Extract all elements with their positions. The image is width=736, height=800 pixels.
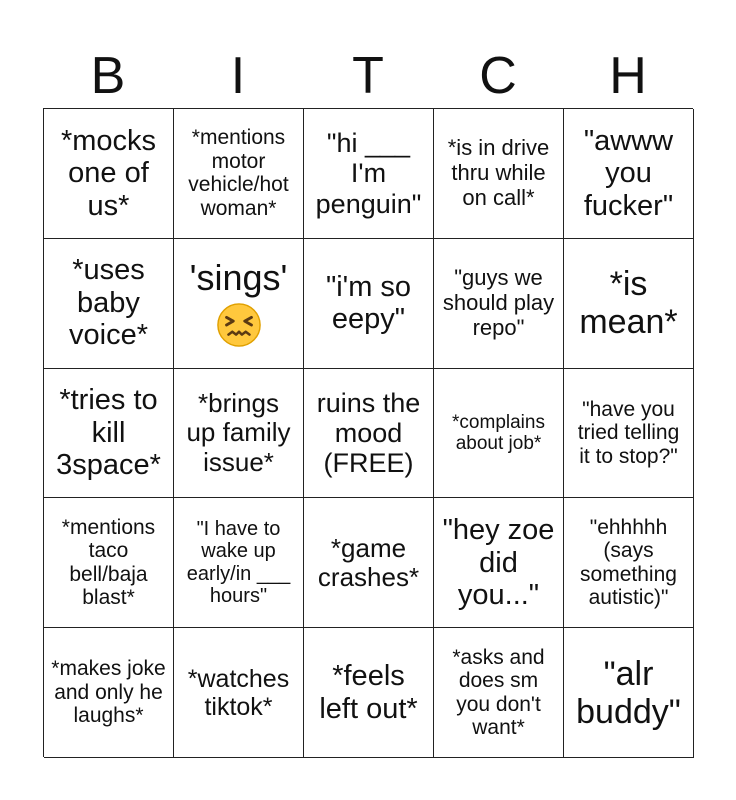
bingo-cell[interactable]	[304, 628, 434, 758]
cell-text: "alr buddy"	[576, 654, 681, 731]
bingo-cell[interactable]	[434, 498, 564, 628]
cell-text: *uses baby voice*	[69, 254, 148, 352]
bingo-cell[interactable]	[174, 369, 304, 499]
bingo-cell[interactable]	[434, 628, 564, 758]
bingo-cell[interactable]	[44, 239, 174, 369]
header-letter-i: I	[230, 47, 246, 105]
bingo-cell[interactable]	[304, 109, 434, 239]
cell-text: *mentions motor vehicle/hot woman*	[188, 126, 289, 220]
cell-text: *mocks one of us*	[60, 124, 157, 222]
cell-text: *complains about job*	[452, 411, 545, 454]
bingo-cell[interactable]	[564, 239, 694, 369]
bingo-cell[interactable]	[174, 109, 304, 239]
confounded-face-emoji-icon	[216, 302, 262, 348]
header-letter-b: B	[90, 47, 126, 105]
cell-text: ruins the mood (FREE)	[316, 387, 421, 479]
bingo-cell[interactable]	[564, 109, 694, 239]
bingo-cell[interactable]	[44, 628, 174, 758]
bingo-cell[interactable]	[174, 239, 304, 369]
cell-text: "awww you fucker"	[583, 124, 674, 222]
cell-text: "ehhhhh (says something autistic)"	[580, 515, 677, 610]
cell-text: "hi ___ I'm penguin"	[315, 128, 422, 219]
bingo-cell[interactable]	[44, 369, 174, 499]
bingo-cell[interactable]	[434, 369, 564, 499]
cell-text: "i'm so eepy"	[325, 270, 412, 336]
cell-text: *watches tiktok*	[187, 664, 290, 721]
bingo-cell[interactable]	[304, 239, 434, 369]
bingo-cell[interactable]	[434, 239, 564, 369]
header-letter-h: H	[609, 47, 647, 105]
bingo-cell[interactable]	[44, 498, 174, 628]
bingo-cell[interactable]	[564, 369, 694, 499]
cell-text: *mentions taco bell/baja blast*	[61, 515, 156, 610]
cell-text: *is mean*	[579, 265, 678, 342]
cell-text: *tries to kill 3space*	[56, 384, 161, 482]
bingo-cell[interactable]	[174, 628, 304, 758]
bingo-cell[interactable]	[44, 109, 174, 239]
cell-text: "have you tried telling it to stop?"	[577, 397, 680, 468]
cell-text: 'sings'	[189, 257, 288, 299]
cell-text: *brings up family issue*	[186, 388, 291, 477]
header-letter-c: C	[479, 47, 517, 105]
bingo-header	[43, 44, 693, 108]
cell-text: *game crashes*	[317, 532, 420, 592]
bingo-cell[interactable]	[434, 109, 564, 239]
header-letter-t: T	[352, 47, 384, 105]
cell-text: *asks and does sm you don't want*	[452, 645, 545, 740]
cell-text: *makes joke and only he laughs*	[51, 657, 166, 728]
bingo-cell[interactable]	[304, 498, 434, 628]
bingo-cell[interactable]	[304, 369, 434, 499]
cell-text: "I have to wake up early/in ___ hours"	[186, 518, 291, 608]
cell-text: *is in drive thru while on call*	[447, 135, 550, 210]
cell-text: *feels left out*	[319, 660, 418, 725]
bingo-board	[43, 108, 693, 757]
cell-text: "guys we should play repo"	[442, 265, 555, 340]
bingo-cell[interactable]	[564, 498, 694, 628]
cell-text: "hey zoe did you..."	[442, 514, 555, 612]
bingo-cell[interactable]	[174, 498, 304, 628]
bingo-cell[interactable]	[564, 628, 694, 758]
